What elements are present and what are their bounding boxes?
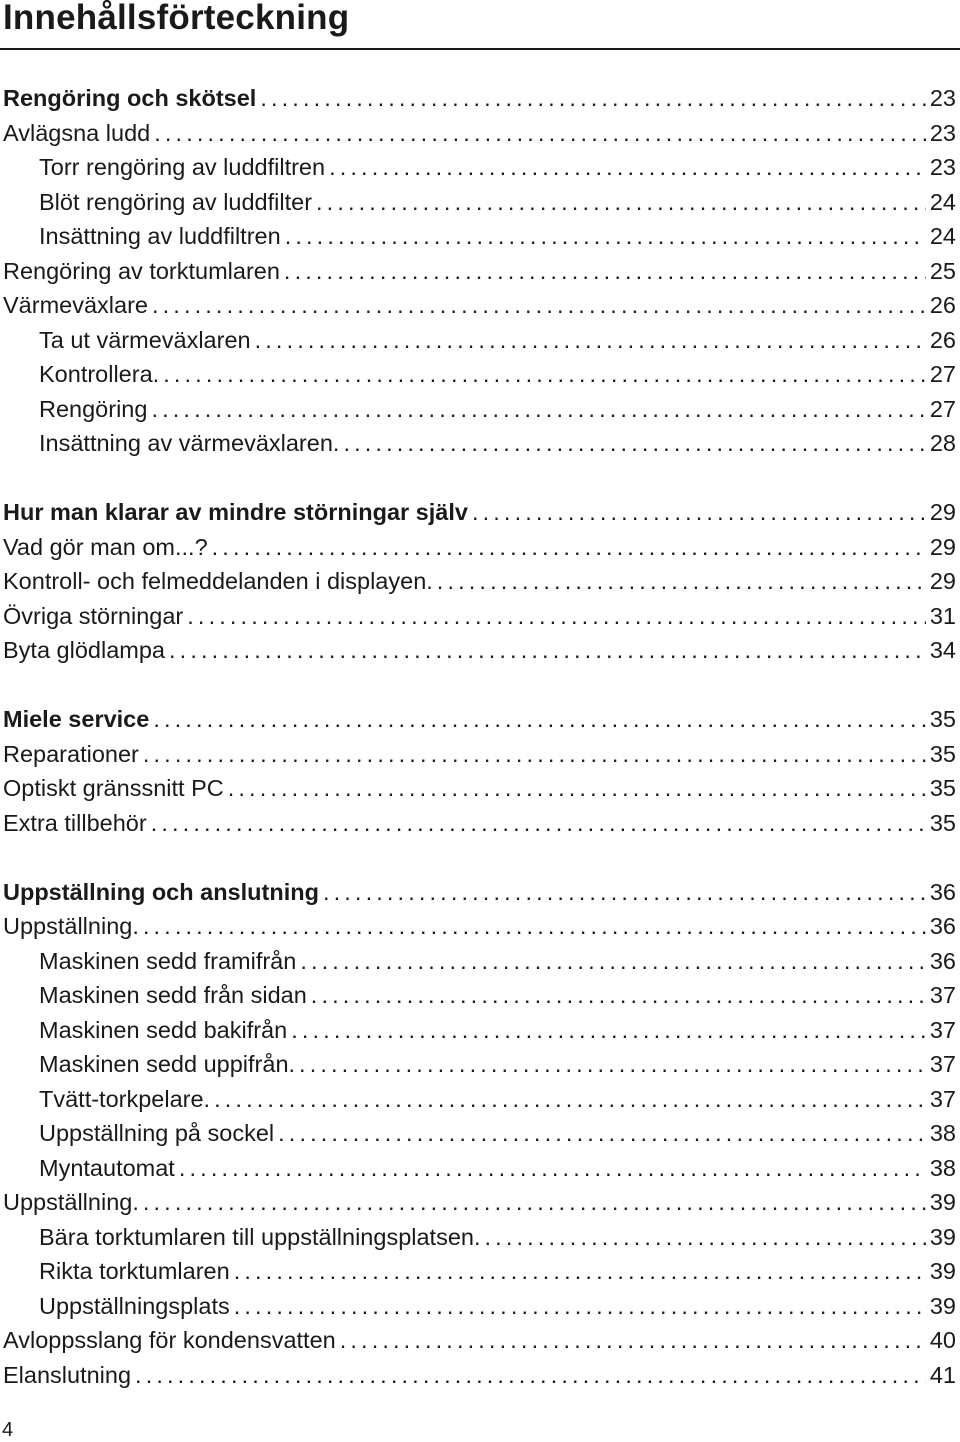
dot-leader	[316, 185, 926, 220]
dot-leader	[212, 530, 926, 565]
toc-entry[interactable]	[3, 1254, 956, 1289]
toc-entry-label: Insättning av luddfiltren	[39, 223, 281, 249]
title-divider	[0, 48, 960, 50]
toc-entry-label: Ta ut värmeväxlaren	[39, 326, 251, 353]
toc-entry-page: 31	[929, 602, 956, 629]
toc-entry-label: Värmeväxlare	[3, 292, 148, 318]
toc-entry-page: 27	[929, 395, 956, 422]
toc-entry[interactable]	[3, 357, 956, 392]
toc-entry[interactable]	[3, 1220, 956, 1255]
toc-entry-page: 41	[929, 1361, 956, 1388]
toc-entry-page: 34	[929, 637, 956, 663]
toc-entry-page: 40	[929, 1327, 956, 1353]
toc-entry-label: Myntautomat	[39, 1154, 175, 1181]
toc-entry-page: 38	[929, 1120, 956, 1146]
toc-entry-page: 36	[929, 878, 956, 905]
dot-leader	[234, 1289, 926, 1324]
dot-leader	[285, 219, 926, 254]
dot-leader	[151, 806, 926, 841]
toc-entry[interactable]	[3, 1082, 956, 1117]
toc-entry-page: 37	[929, 982, 956, 1008]
toc-entry[interactable]	[3, 1185, 956, 1220]
toc-entry-page: 26	[929, 292, 956, 318]
page-title: Innehållsförteckning	[3, 0, 350, 37]
toc-entry[interactable]	[3, 771, 956, 806]
toc-entry-label: Maskinen sedd från sidan	[39, 982, 307, 1008]
toc-entry-label: Tvätt-torkpelare.	[39, 1085, 211, 1112]
toc-entry-label: Uppställning på sockel	[39, 1120, 275, 1146]
dot-leader	[228, 771, 926, 806]
toc-entry-page: 35	[929, 740, 956, 767]
dot-leader	[329, 150, 926, 185]
toc-entry-page: 36	[929, 947, 956, 974]
toc-entry-page: 39	[929, 1258, 956, 1284]
toc-entry[interactable]	[3, 150, 956, 185]
dot-leader	[214, 1082, 926, 1117]
toc-entry-label: Avlägsna ludd	[3, 119, 151, 146]
toc-entry[interactable]	[3, 564, 956, 599]
toc-entry[interactable]	[3, 599, 956, 634]
toc-entry-page: 23	[929, 154, 956, 180]
toc-entry-page: 36	[929, 913, 956, 939]
dot-leader	[260, 81, 926, 116]
toc-entry-page: 23	[929, 119, 956, 146]
dot-leader	[343, 426, 925, 461]
toc-entry-label: Torr rengöring av luddfiltren	[39, 154, 326, 180]
toc-entry-page: 35	[929, 775, 956, 801]
toc-entry[interactable]	[3, 530, 956, 565]
toc-entry-label: Elanslutning	[3, 1361, 132, 1388]
dot-leader	[143, 1185, 926, 1220]
toc-entry-page: 39	[929, 1189, 956, 1215]
toc-heading-entry[interactable]	[3, 702, 956, 737]
toc-entry[interactable]	[3, 1151, 956, 1186]
dot-leader	[437, 564, 926, 599]
toc-section	[3, 875, 956, 1393]
dot-leader	[300, 944, 926, 979]
toc-entry[interactable]	[3, 978, 956, 1013]
toc-heading-entry[interactable]	[3, 875, 956, 910]
dot-leader	[485, 1220, 926, 1255]
toc-entry[interactable]	[3, 1323, 956, 1358]
toc-entry-page: 25	[929, 257, 956, 284]
toc-entry-label: Maskinen sedd framifrån	[39, 947, 297, 974]
toc-entry[interactable]	[3, 1013, 956, 1048]
dot-leader	[255, 323, 926, 358]
dot-leader	[152, 288, 926, 323]
toc-entry-page: 27	[929, 361, 956, 387]
toc-entry-page: 38	[929, 1154, 956, 1181]
dot-leader	[154, 116, 926, 151]
toc-entry[interactable]	[3, 116, 956, 151]
toc-section	[3, 81, 956, 461]
toc-entry-page: 39	[929, 1292, 956, 1319]
dot-leader	[169, 633, 926, 668]
toc-entry-page: 24	[929, 188, 956, 215]
toc-entry-label: Vad gör man om...?	[3, 533, 208, 560]
toc-entry-page: 35	[929, 809, 956, 836]
dot-leader	[143, 909, 926, 944]
dot-leader	[153, 702, 926, 737]
toc-entry-label: Byta glödlampa	[3, 637, 165, 663]
toc-entry[interactable]	[3, 185, 956, 220]
toc-entry[interactable]	[3, 426, 956, 461]
toc-entry[interactable]	[3, 392, 956, 427]
toc-entry-label: Kontrollera.	[39, 361, 160, 387]
toc-entry-page: 37	[929, 1051, 956, 1077]
toc-entry-label: Rikta torktumlaren	[39, 1258, 230, 1284]
dot-leader	[278, 1116, 926, 1151]
toc-entry-label: Maskinen sedd bakifrån	[39, 1016, 288, 1043]
toc-section	[3, 702, 956, 840]
toc-entry-label: Miele service	[3, 706, 150, 732]
toc-entry-label: Uppställning och anslutning	[3, 878, 319, 905]
dot-leader	[143, 737, 926, 772]
toc-entry[interactable]	[3, 1289, 956, 1324]
dot-leader	[311, 978, 926, 1013]
toc-entry-page: 26	[929, 326, 956, 353]
toc-entry-page: 35	[929, 706, 956, 732]
toc-entry-label: Uppställningsplats	[39, 1292, 230, 1319]
dot-leader	[179, 1151, 926, 1186]
dot-leader	[151, 392, 925, 427]
toc-entry-label: Uppställning.	[3, 1189, 139, 1215]
dot-leader	[299, 1047, 926, 1082]
toc-entry-page: 37	[929, 1085, 956, 1112]
toc-entry-label: Maskinen sedd uppifrån.	[39, 1051, 296, 1077]
toc-entry-label: Extra tillbehör	[3, 809, 147, 836]
toc-entry-label: Uppställning.	[3, 913, 139, 939]
toc-entry[interactable]	[3, 254, 956, 289]
toc-entry-page: 23	[929, 85, 956, 111]
dot-leader	[135, 1358, 926, 1393]
toc-entry[interactable]	[3, 909, 956, 944]
dot-leader	[472, 495, 926, 530]
dot-leader	[340, 1323, 926, 1358]
toc-entry[interactable]	[3, 1116, 956, 1151]
toc-section	[3, 495, 956, 668]
dot-leader	[291, 1013, 926, 1048]
toc-entry-label: Blöt rengöring av luddfilter	[39, 188, 313, 215]
page-number: 4	[2, 1419, 14, 1441]
toc-entry-page: 28	[929, 430, 956, 456]
toc-entry-label: Rengöring	[39, 395, 148, 422]
toc-entry-label: Rengöring och skötsel	[3, 85, 257, 111]
toc-entry-page: 37	[929, 1016, 956, 1043]
toc-entry-page: 29	[929, 533, 956, 560]
toc-entry[interactable]	[3, 323, 956, 358]
toc-heading-entry[interactable]	[3, 495, 956, 530]
dot-leader	[284, 254, 926, 289]
dot-leader	[163, 357, 926, 392]
toc-entry-label: Bära torktumlaren till uppställningsplatsen.	[39, 1223, 481, 1250]
toc-entry-label: Reparationer	[3, 740, 139, 767]
toc-entry-page: 39	[929, 1223, 956, 1250]
toc-heading-entry[interactable]	[3, 81, 956, 116]
toc-entry[interactable]	[3, 806, 956, 841]
toc-entry[interactable]	[3, 1047, 956, 1082]
toc-entry-label: Insättning av värmeväxlaren.	[39, 430, 340, 456]
toc-entry-label: Kontroll- och felmeddelanden i displayen.	[3, 568, 433, 594]
toc-entry-label: Optiskt gränssnitt PC	[3, 775, 224, 801]
toc-entry[interactable]	[3, 288, 956, 323]
toc-entry-label: Avloppsslang för kondensvatten	[3, 1327, 336, 1353]
toc-entry[interactable]	[3, 633, 956, 668]
toc-entry-page: 24	[929, 223, 956, 249]
toc-entry-label: Hur man klarar av mindre störningar själv	[3, 499, 468, 525]
toc-entry[interactable]	[3, 944, 956, 979]
toc-entry[interactable]	[3, 1358, 956, 1393]
dot-leader	[187, 599, 926, 634]
toc-entry-page: 29	[929, 499, 956, 525]
toc-entry-label: Övriga störningar	[3, 602, 184, 629]
toc-entry-label: Rengöring av torktumlaren	[3, 257, 280, 284]
table-of-contents	[3, 81, 956, 1392]
dot-leader	[323, 875, 926, 910]
toc-entry-page: 29	[929, 568, 956, 594]
toc-entry[interactable]	[3, 219, 956, 254]
dot-leader	[234, 1254, 926, 1289]
toc-entry[interactable]	[3, 737, 956, 772]
